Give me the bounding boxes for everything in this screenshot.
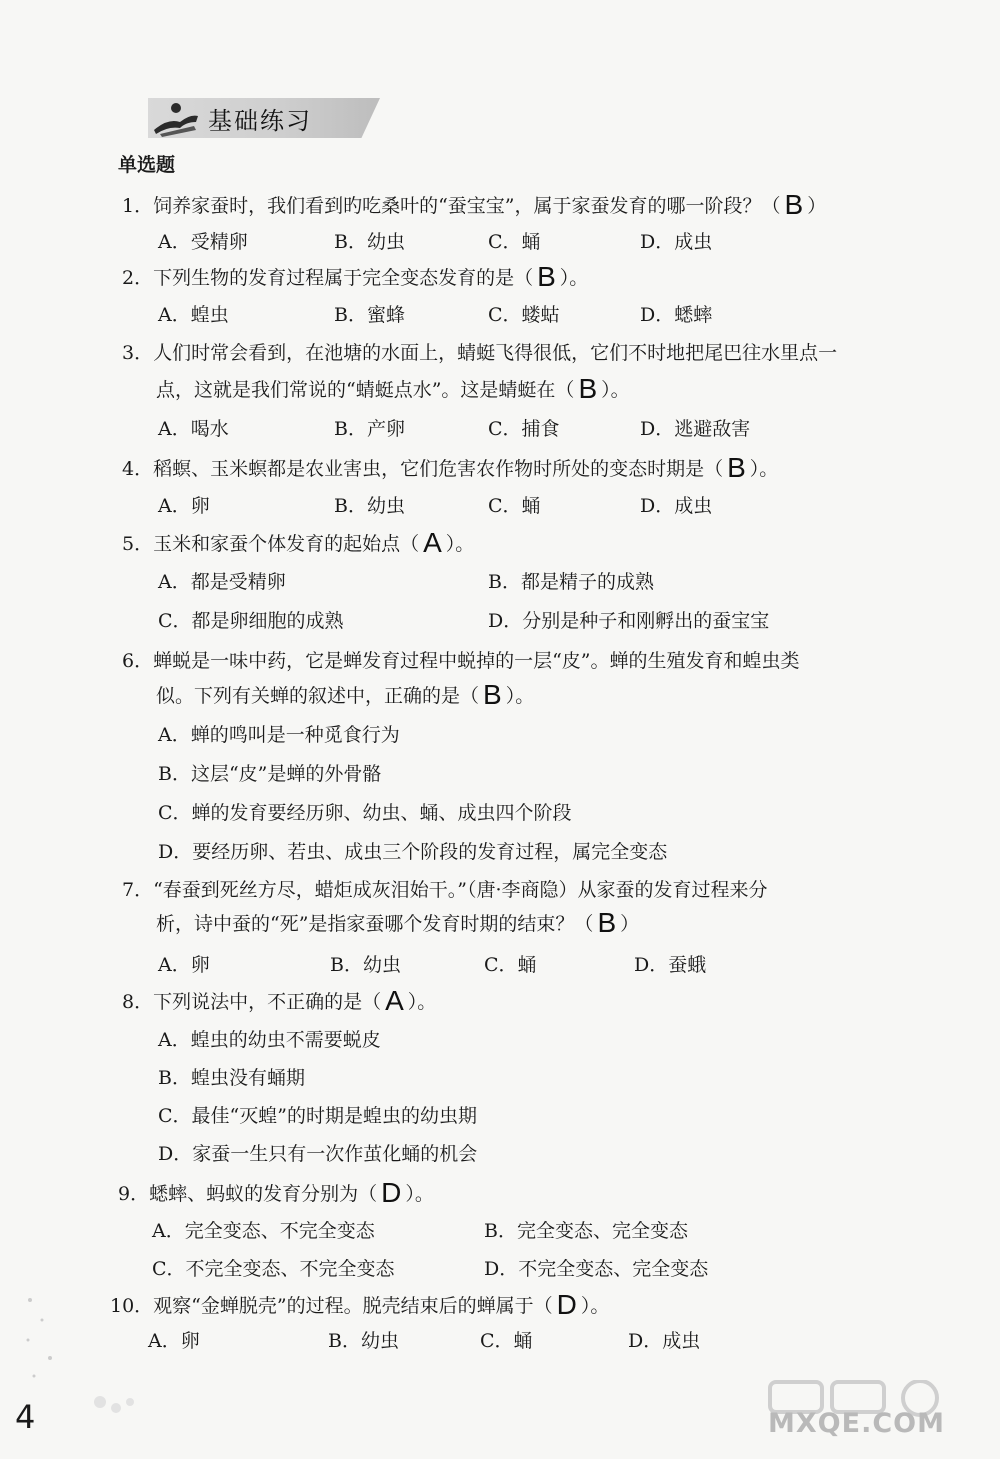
option-b: B．幼虫 (328, 1330, 399, 1352)
option-c: C．蝼蛄 (488, 304, 560, 326)
question-1-line-1: 1．饲养家蚕时，我们看到旳吃桑叶的“蚕宝宝”，属于家蚕发育的哪一阶段？（ B ） (122, 189, 827, 220)
question-type-heading: 单选题 (118, 154, 176, 176)
question-7-line-2: 析，诗中蚕的“死”是指家蚕哪个发育时期的结束？（ B ） (156, 907, 640, 938)
option-b: B．幼虫 (330, 954, 401, 976)
section-title: 基础练习 (208, 107, 312, 135)
option-b: B．产卵 (334, 418, 405, 440)
option-a: A．卵 (158, 495, 210, 517)
answer-mark: B (483, 679, 502, 710)
reading-figure-icon (150, 100, 200, 138)
question-4-line-1: 4．稻螟、玉米螟都是农业害虫，它们危害农作物时所处的变态时期是（ B ）。 (122, 452, 779, 483)
option-d: D．家蚕一生只有一次作茧化蛹的机会 (158, 1143, 478, 1165)
option-a: A．蝉的鸣叫是一种觅食行为 (158, 724, 400, 746)
option-c: C．蛹 (488, 495, 541, 517)
option-a: A．卵 (148, 1330, 200, 1352)
option-d: D．蚕蛾 (634, 954, 707, 976)
decorative-dots-icon (20, 1290, 150, 1420)
answer-mark: B (784, 189, 804, 220)
answer-mark: B (578, 373, 598, 404)
option-c: C．最佳“灭蝗”的时期是蝗虫的幼虫期 (158, 1105, 477, 1127)
watermark-text: MXQE.COM (768, 1408, 945, 1439)
option-c: C．都是卵细胞的成熟 (158, 610, 344, 632)
option-b: B．幼虫 (334, 495, 405, 517)
question-9-line-1: 9．蟋蟀、蚂蚁的发育分别为（ D ）。 (118, 1177, 434, 1208)
option-a: A．完全变态、不完全变态 (152, 1220, 375, 1242)
option-d: D．不完全变态、完全变态 (484, 1258, 709, 1280)
answer-mark: D (381, 1177, 402, 1208)
option-a: A．蝗虫的幼虫不需要蜕皮 (158, 1029, 381, 1051)
question-6-line-1: 6．蝉蜕是一味中药，它是蝉发育过程中蜕掉的一层“皮”。蝉的生殖发育和蝗虫类 (122, 650, 800, 672)
option-d: D．分别是种子和刚孵出的蚕宝宝 (488, 610, 770, 632)
option-d: D．成虫 (628, 1330, 701, 1352)
option-d: D．蟋蟀 (640, 304, 713, 326)
question-2-line-1: 2．下列生物的发育过程属于完全变态发育的是（ B ）。 (122, 261, 589, 292)
answer-mark: D (556, 1289, 577, 1320)
option-c: C．蛹 (484, 954, 537, 976)
answer-mark: B (727, 452, 746, 483)
option-a: A．喝水 (158, 418, 229, 440)
option-c: C．蝉的发育要经历卵、幼虫、蛹、成虫四个阶段 (158, 802, 572, 824)
option-b: B．完全变态、完全变态 (484, 1220, 688, 1242)
question-10-line-1: 10．观察“金蝉脱壳”的过程。脱壳结束后的蝉属于（ D ）。 (110, 1289, 610, 1320)
question-3-line-1: 3．人们时常会看到，在池塘的水面上，蜻蜓飞得很低，它们不时地把尾巴往水里点一 (122, 342, 838, 364)
option-d: D．成虫 (640, 231, 713, 253)
option-a: A．受精卵 (158, 231, 248, 253)
question-7-line-1: 7．“春蚕到死丝方尽，蜡炬成灰泪始干。”（唐·李商隐）从家蚕的发育过程来分 (122, 879, 768, 901)
answer-mark: A (423, 527, 442, 558)
answer-mark: B (597, 907, 617, 938)
answer-mark: A (385, 985, 404, 1016)
option-d: D．成虫 (640, 495, 713, 517)
option-b: B．这层“皮”是蝉的外骨骼 (158, 763, 382, 785)
option-c: C．捕食 (488, 418, 560, 440)
option-a: A．都是受精卵 (158, 571, 286, 593)
option-b: B．蝗虫没有蛹期 (158, 1067, 305, 1089)
option-d: D．要经历卵、若虫、成虫三个阶段的发育过程，属完全变态 (158, 841, 668, 863)
question-8-line-1: 8．下列说法中，不正确的是（ A ）。 (122, 985, 437, 1016)
option-b: B．都是精子的成熟 (488, 571, 654, 593)
option-c: C．不完全变态、不完全变态 (152, 1258, 395, 1280)
page-number: 4 (15, 1398, 36, 1436)
option-a: A．蝗虫 (158, 304, 229, 326)
option-b: B．蜜蜂 (334, 304, 405, 326)
option-d: D．逃避敌害 (640, 418, 751, 440)
option-c: C．蛹 (480, 1330, 533, 1352)
option-b: B．幼虫 (334, 231, 405, 253)
question-5-line-1: 5．玉米和家蚕个体发育的起始点（ A ）。 (122, 527, 475, 558)
answer-mark: B (537, 261, 556, 292)
question-3-line-2: 点，这就是我们常说的“蜻蜓点水”。这是蜻蜓在（ B ）。 (156, 373, 630, 404)
question-6-line-2: 似。下列有关蝉的叙述中，正确的是（ B ）。 (156, 679, 535, 710)
option-c: C．蛹 (488, 231, 541, 253)
option-a: A．卵 (158, 954, 210, 976)
